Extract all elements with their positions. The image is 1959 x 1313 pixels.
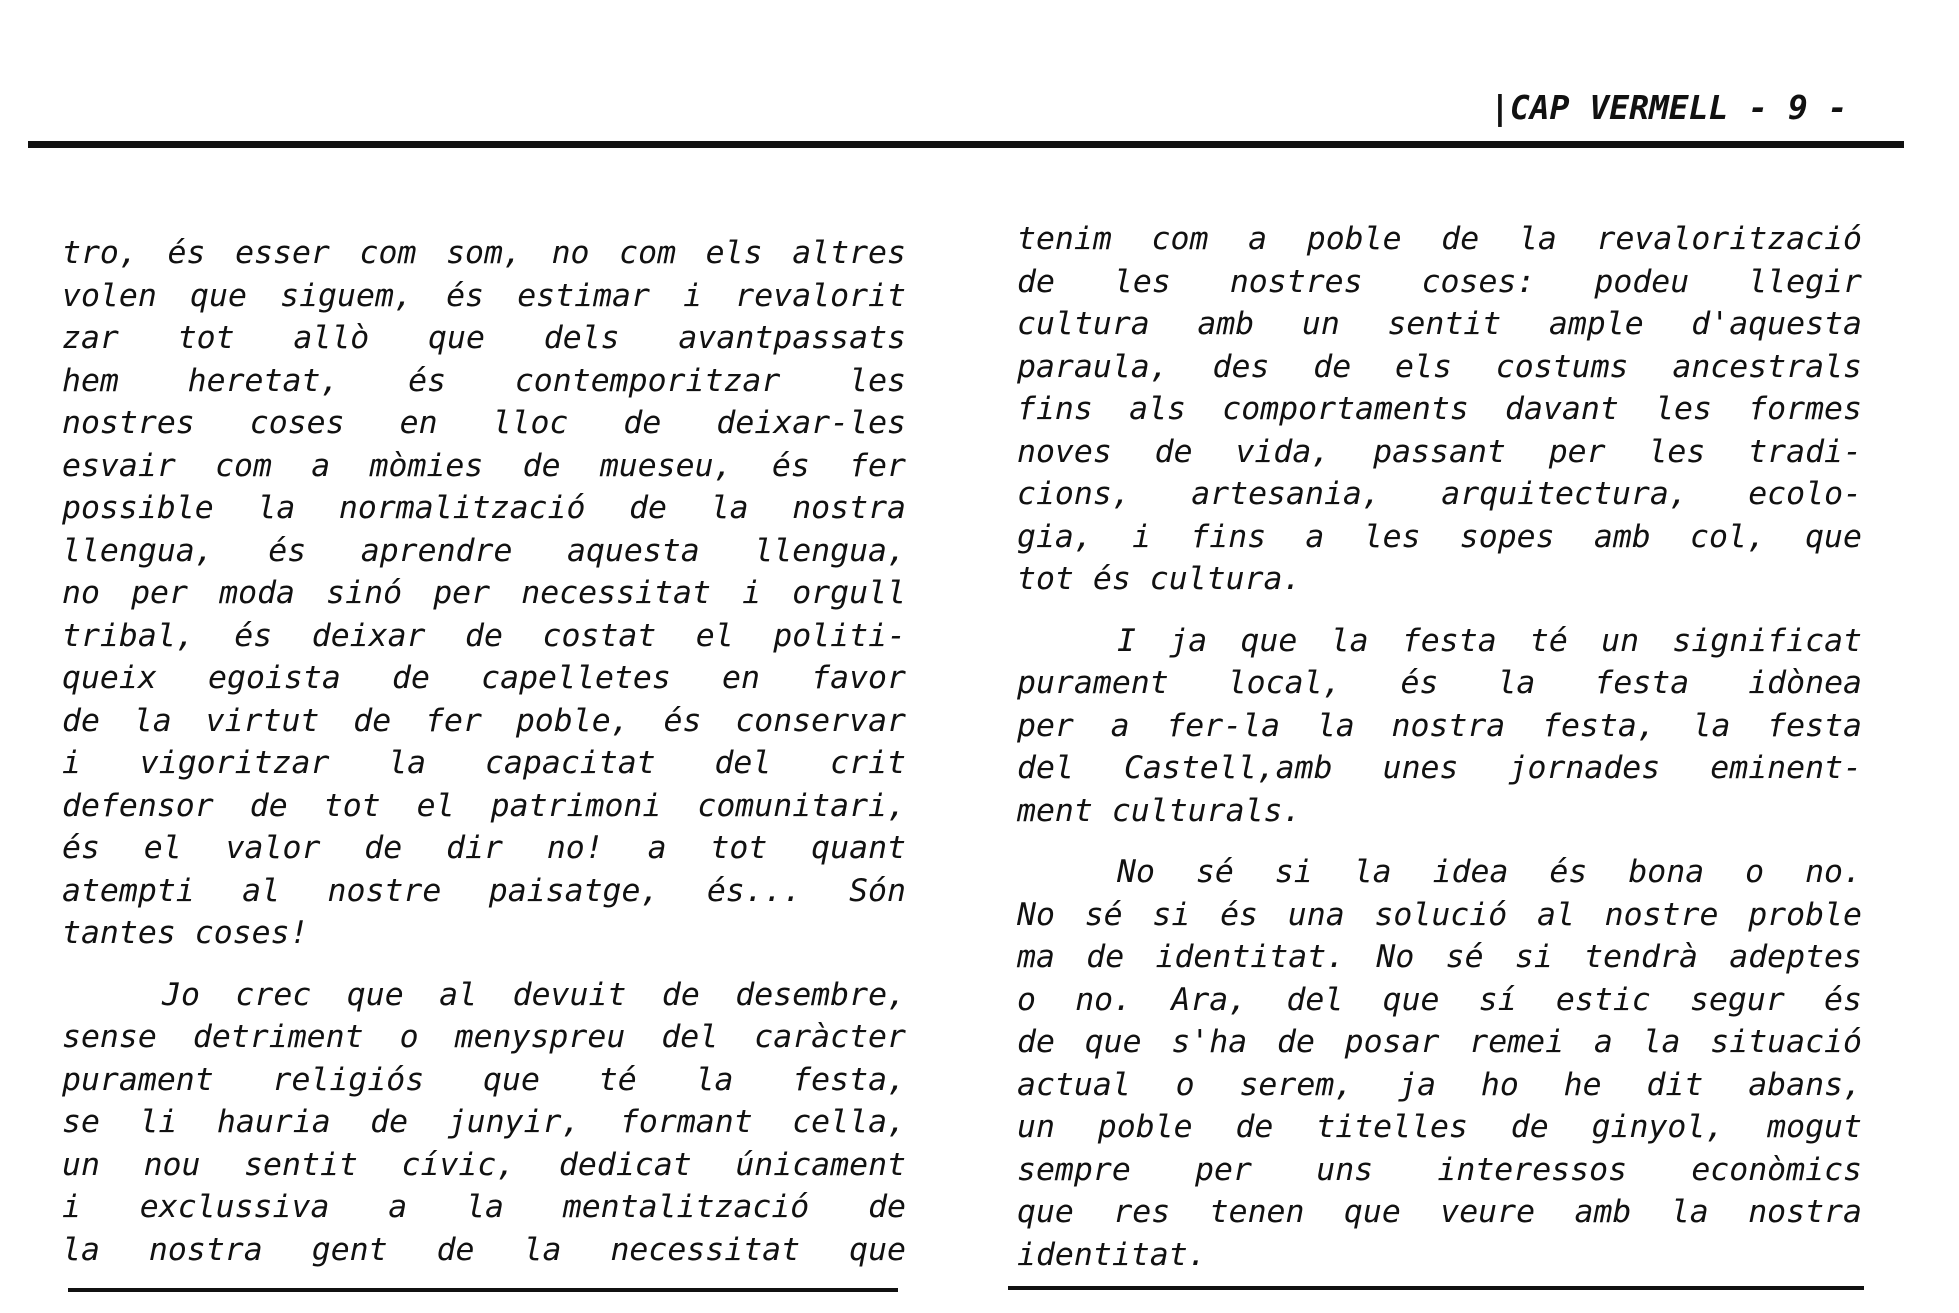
text-line: o no. Ara, del que sí estic segur és xyxy=(1017,981,1862,1018)
text-line: tenim com a poble de la revalorització xyxy=(1017,221,1862,257)
text-line: purament religiós que té la festa, xyxy=(62,1061,906,1098)
text-line: i exclussiva a la mentalització de xyxy=(62,1189,906,1225)
text-line: sempre per uns interessos econòmics xyxy=(1017,1151,1862,1188)
text-line: per a fer-la la nostra festa, la festa xyxy=(1017,707,1862,744)
text-line: tantes coses! xyxy=(62,915,309,951)
text-line: identitat. xyxy=(1017,1236,1207,1273)
header-rule xyxy=(28,141,1904,148)
text-line: tro, és esser com som, no com els altres xyxy=(62,235,906,271)
text-line: i vigoritzar la capacitat del crit xyxy=(62,745,906,781)
text-line: gia, i fins a les sopes amb col, que xyxy=(1017,518,1862,555)
text-line: hem heretat, és contemporitzar les xyxy=(62,362,906,399)
text-line: noves de vida, passant per les tradi- xyxy=(1017,433,1862,470)
text-line: fins als comportaments davant les formes xyxy=(1017,391,1862,427)
text-line: la nostra gent de la necessitat que xyxy=(62,1231,906,1268)
text-line: tot és cultura. xyxy=(1017,561,1302,597)
left-column xyxy=(62,232,906,1271)
left-bottom-rule xyxy=(68,1288,898,1292)
text-line: cions, artesania, arquitectura, ecolo- xyxy=(1017,476,1862,512)
left-paragraph-2 xyxy=(62,974,906,1272)
text-line: defensor de tot el patrimoni comunitari, xyxy=(62,787,906,824)
text-line: cultura amb un sentit ample d'aquesta xyxy=(1017,306,1862,342)
right-column xyxy=(1017,218,1862,1276)
text-line: volen que siguem, és estimar i revalorit xyxy=(62,277,906,314)
text-line: No sé si la idea és bona o no. xyxy=(1117,854,1862,890)
text-line: se li hauria de junyir, formant cella, xyxy=(62,1104,906,1140)
text-line: ma de identitat. No sé si tendrà adeptes xyxy=(1017,939,1862,975)
text-line: queix egoista de capelletes en favor xyxy=(62,660,906,696)
text-line: I ja que la festa té un significat xyxy=(1117,622,1862,659)
right-bottom-rule xyxy=(1008,1286,1864,1290)
text-line: paraula, des de els costums ancestrals xyxy=(1017,348,1862,385)
text-line: purament local, és la festa idònea xyxy=(1017,665,1862,701)
page-header: |CAP VERMELL - 9 - xyxy=(1490,88,1848,127)
text-line: un nou sentit cívic, dedicat únicament xyxy=(62,1146,906,1183)
text-line: llengua, és aprendre aquesta llengua, xyxy=(62,532,906,569)
text-line: ment culturals. xyxy=(1017,792,1302,829)
text-line: de la virtut de fer poble, és conservar xyxy=(62,702,906,739)
right-paragraph-3 xyxy=(1017,851,1862,1276)
right-paragraph-2 xyxy=(1017,620,1862,833)
right-paragraph-1 xyxy=(1017,218,1862,601)
text-line: un poble de titelles de ginyol, mogut xyxy=(1017,1109,1862,1145)
text-line: que res tenen que veure amb la nostra xyxy=(1017,1194,1862,1230)
text-line: Jo crec que al devuit de desembre, xyxy=(162,976,906,1013)
text-line: nostres coses en lloc de deixar-les xyxy=(62,405,906,441)
text-line: de que s'ha de posar remei a la situació xyxy=(1017,1024,1862,1060)
text-line: No sé si és una solució al nostre proble xyxy=(1017,896,1862,933)
text-line: és el valor de dir no! a tot quant xyxy=(62,830,906,866)
text-line: no per moda sinó per necessitat i orgull xyxy=(62,575,906,611)
text-line: atempti al nostre paisatge, és... Són xyxy=(62,872,906,909)
text-line: zar tot allò que dels avantpassats xyxy=(62,320,906,356)
text-line: actual o serem, ja ho he dit abans, xyxy=(1017,1066,1862,1103)
text-line: de les nostres coses: podeu llegir xyxy=(1017,263,1862,300)
text-line: tribal, és deixar de costat el politi- xyxy=(62,617,906,654)
left-paragraph-1 xyxy=(62,232,906,955)
text-line: possible la normalització de la nostra xyxy=(62,490,906,526)
text-line: del Castell,amb unes jornades eminent- xyxy=(1017,750,1862,786)
text-line: esvair com a mòmies de mueseu, és fer xyxy=(62,447,906,484)
text-line: sense detriment o menyspreu del caràcter xyxy=(62,1019,906,1055)
